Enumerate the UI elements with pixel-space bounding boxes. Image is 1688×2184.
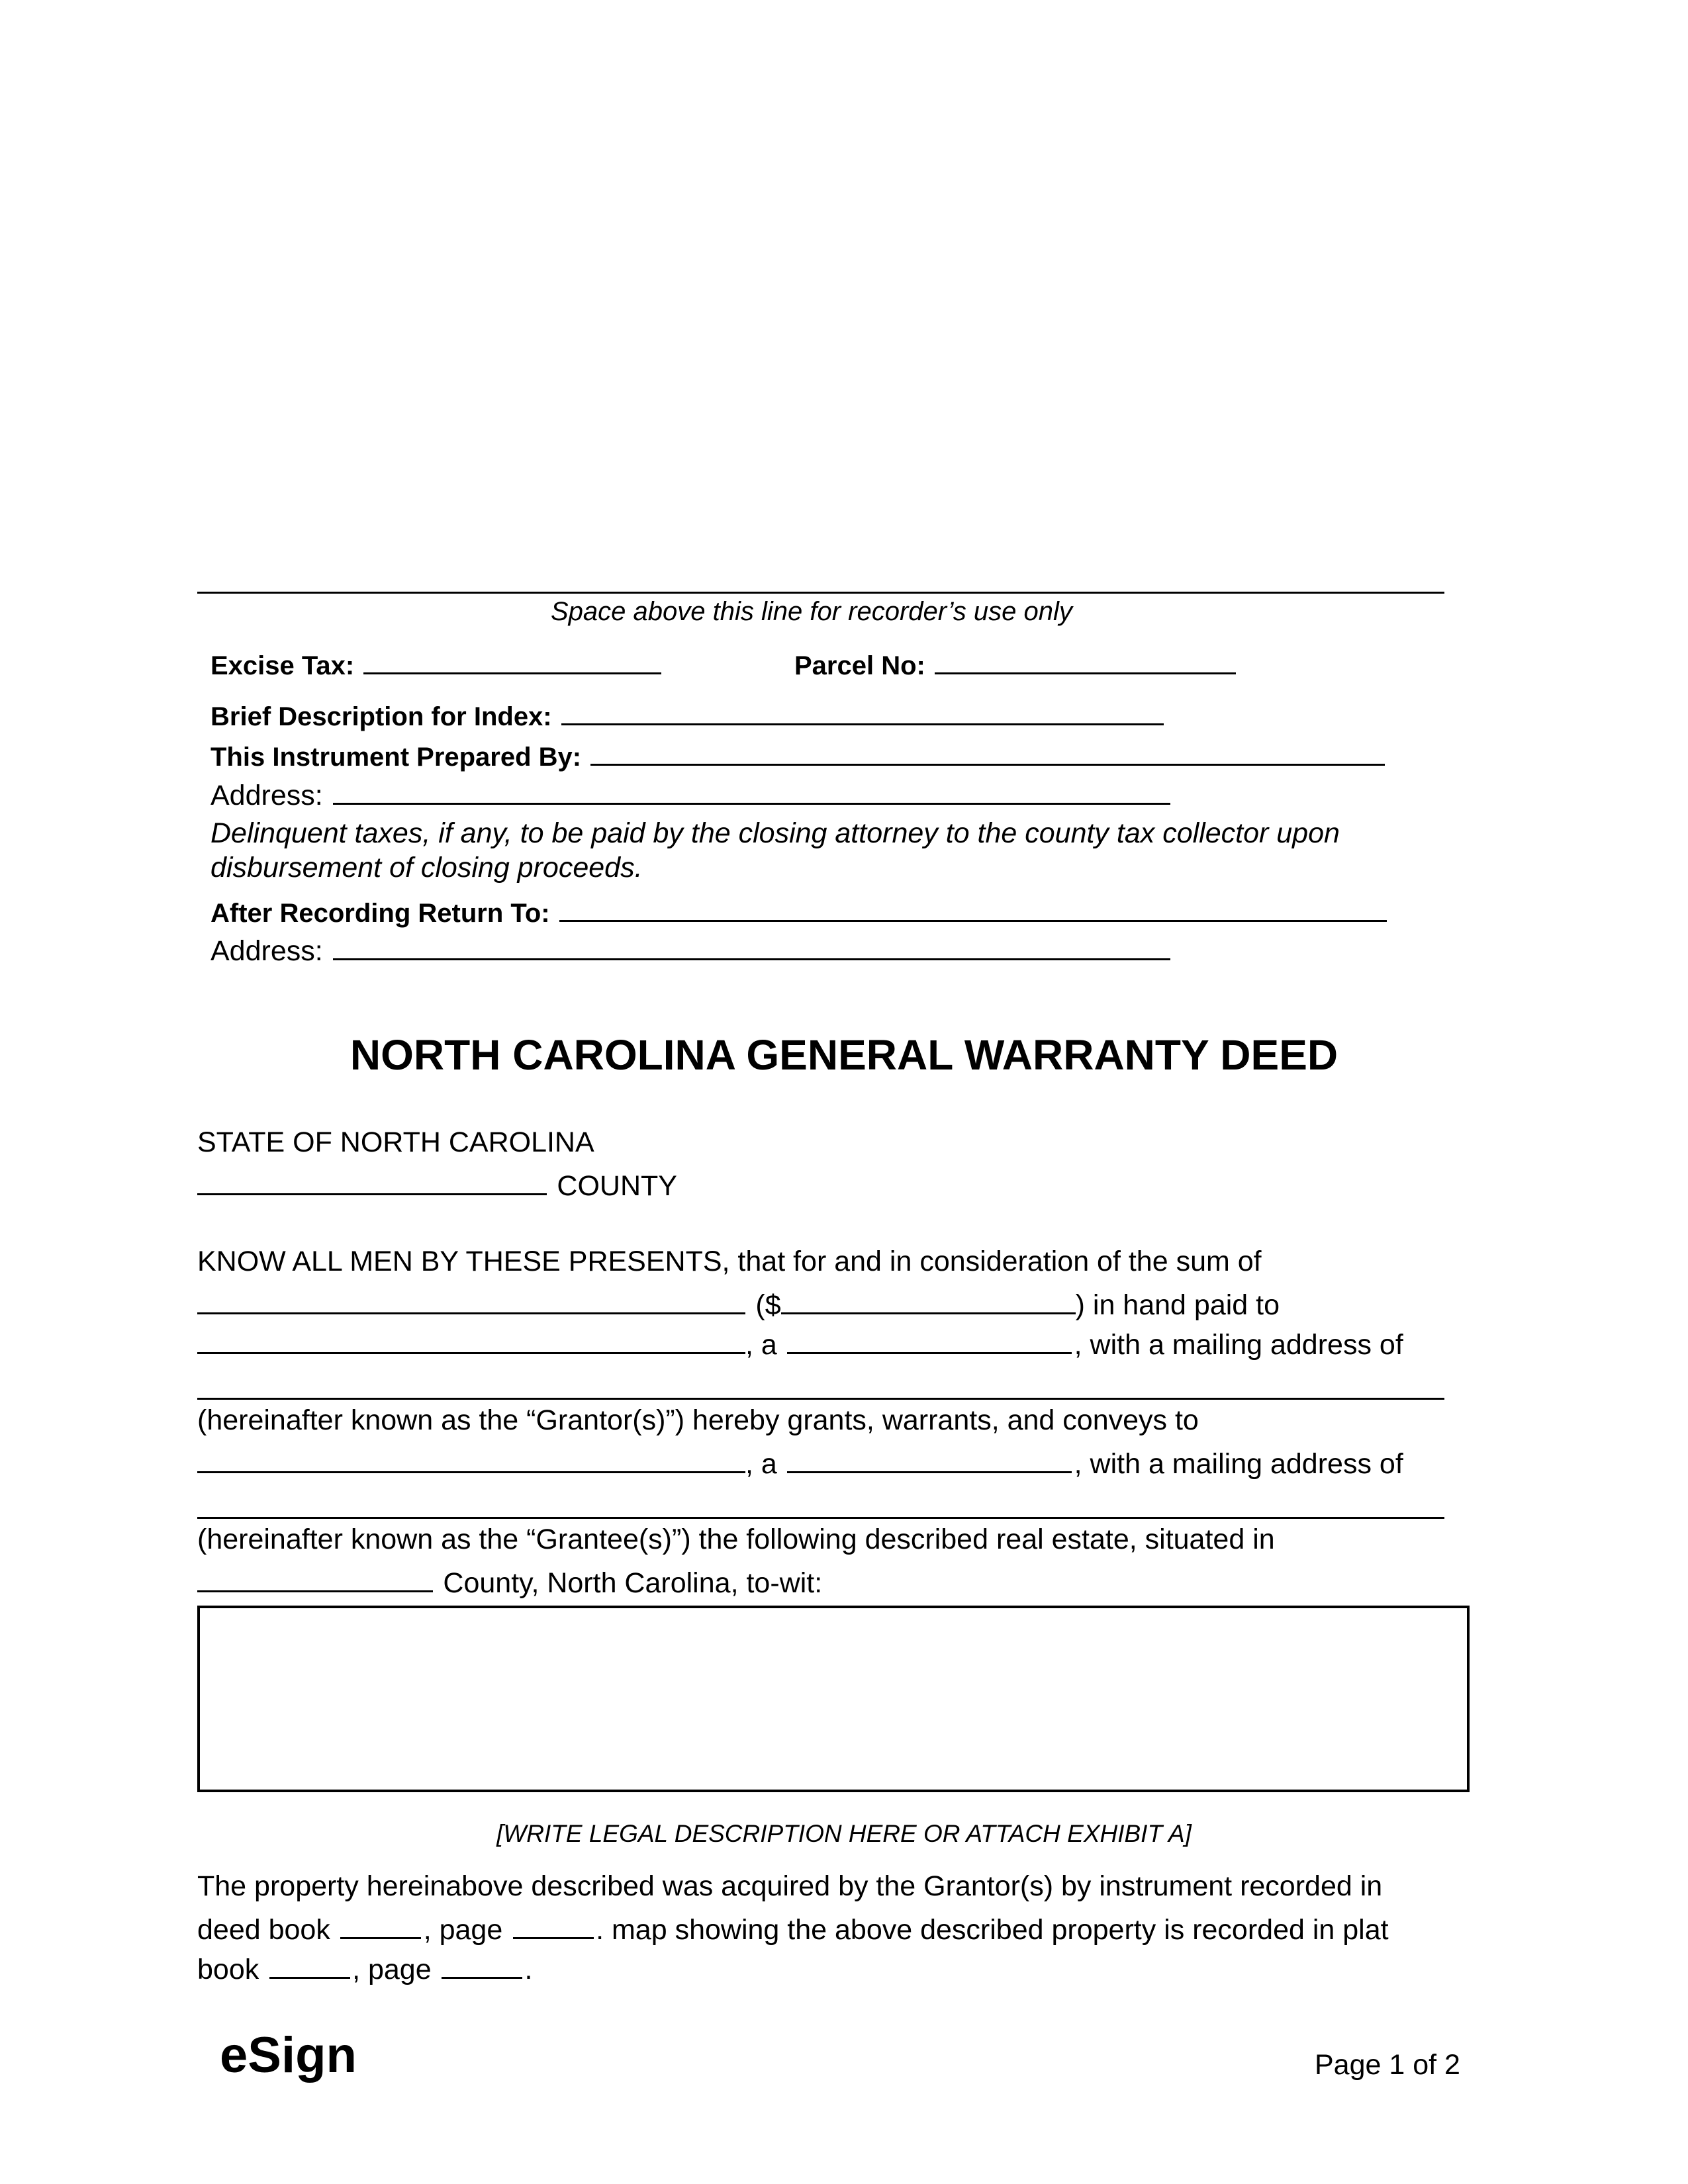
grantee-clause: (hereinafter known as the “Grantee(s)”) the following described real estate, situated in: [197, 1524, 1275, 1555]
grantor-name-field[interactable]: [197, 1325, 745, 1354]
grantee-row: [197, 1444, 1403, 1480]
return-to-label: After Recording Return To:: [211, 899, 550, 928]
grantee-address-line[interactable]: [197, 1517, 1444, 1519]
deed-book-field[interactable]: [340, 1910, 421, 1939]
dollar-open: ($: [755, 1289, 781, 1321]
address-label-1: Address:: [211, 779, 323, 811]
mailing-text-2: , with a mailing address of: [1074, 1447, 1403, 1480]
page-text: , page: [423, 1913, 503, 1946]
excise-tax-label: Excise Tax:: [211, 651, 355, 680]
county-word: COUNTY: [557, 1169, 677, 1202]
comma-a-text-2: , a: [745, 1447, 777, 1480]
page-number: Page 1 of 2: [1315, 2049, 1460, 2081]
parcel-no-row: [794, 647, 1238, 681]
brief-description-field[interactable]: [561, 698, 1164, 725]
return-to-row: [211, 895, 1389, 929]
county-field[interactable]: [197, 1166, 547, 1195]
map-text: . map showing the above described property is recorded in plat: [596, 1913, 1389, 1946]
return-to-field[interactable]: [559, 895, 1387, 922]
delinquent-taxes-line-1: Delinquent taxes, if any, to be paid by the closing attorney to the county tax collector upon: [211, 817, 1340, 849]
consideration-amount-field[interactable]: [781, 1285, 1076, 1314]
county-nc-row: [197, 1563, 822, 1600]
recorder-note: Space above this line for recorder’s use only: [551, 597, 1072, 626]
excise-tax-row: [211, 647, 664, 681]
hand-paid-text: ) in hand paid to: [1075, 1289, 1280, 1321]
recorder-line: [197, 592, 1444, 594]
brief-description-label: Brief Description for Index:: [211, 702, 552, 731]
esign-logo: eSign: [220, 2027, 357, 2083]
prepared-by-row: [211, 739, 1387, 772]
address-label-2: Address:: [211, 934, 323, 967]
mailing-text: , with a mailing address of: [1074, 1328, 1403, 1361]
excise-tax-field[interactable]: [363, 647, 661, 674]
consideration-words-field[interactable]: [197, 1285, 745, 1314]
plat-page-field[interactable]: [442, 1950, 522, 1979]
address-row-2: [211, 931, 1173, 968]
deed-page-field[interactable]: [513, 1910, 594, 1939]
consideration-row: [197, 1285, 1280, 1322]
acquisition-line-3: [197, 1950, 532, 1986]
county-nc-text: County, North Carolina, to-wit:: [443, 1567, 823, 1599]
book-text: book: [197, 1953, 259, 1985]
county-row: [197, 1166, 677, 1203]
grantor-row: [197, 1325, 1403, 1361]
prepared-by-field[interactable]: [590, 739, 1385, 766]
grantor-clause: (hereinafter known as the “Grantor(s)”) hereby grants, warrants, and conveys to: [197, 1404, 1199, 1436]
acquisition-line-2: [197, 1910, 1389, 1946]
page-title: NORTH CAROLINA GENERAL WARRANTY DEED: [350, 1031, 1338, 1079]
know-all-line: KNOW ALL MEN BY THESE PRESENTS, that for and in consideration of the sum of: [197, 1246, 1262, 1277]
address-field-2[interactable]: [333, 931, 1170, 960]
acquisition-line-1: The property hereinabove described was acquired by the Grantor(s) by instrument recorded in: [197, 1870, 1383, 1902]
state-line: STATE OF NORTH CAROLINA: [197, 1126, 594, 1158]
legal-description-box[interactable]: [197, 1606, 1470, 1792]
prepared-by-label: This Instrument Prepared By:: [211, 743, 582, 772]
grantor-address-line[interactable]: [197, 1398, 1444, 1400]
page-text-2: , page: [352, 1953, 432, 1985]
plat-book-field[interactable]: [269, 1950, 350, 1979]
end-period: .: [524, 1953, 533, 1985]
comma-a-text: , a: [745, 1328, 777, 1361]
property-county-field[interactable]: [197, 1563, 433, 1592]
parcel-no-field[interactable]: [935, 647, 1236, 674]
address-row-1: [211, 776, 1173, 812]
grantee-name-field[interactable]: [197, 1444, 745, 1473]
delinquent-taxes-line-2: disbursement of closing proceeds.: [211, 852, 643, 884]
parcel-no-label: Parcel No:: [794, 651, 925, 680]
grantee-status-field[interactable]: [787, 1444, 1072, 1473]
grantor-status-field[interactable]: [787, 1325, 1072, 1354]
brief-description-row: [211, 698, 1166, 732]
legal-description-note: [WRITE LEGAL DESCRIPTION HERE OR ATTACH EXHIBIT A]: [496, 1820, 1192, 1847]
address-field-1[interactable]: [333, 776, 1170, 805]
deed-book-text: deed book: [197, 1913, 330, 1946]
